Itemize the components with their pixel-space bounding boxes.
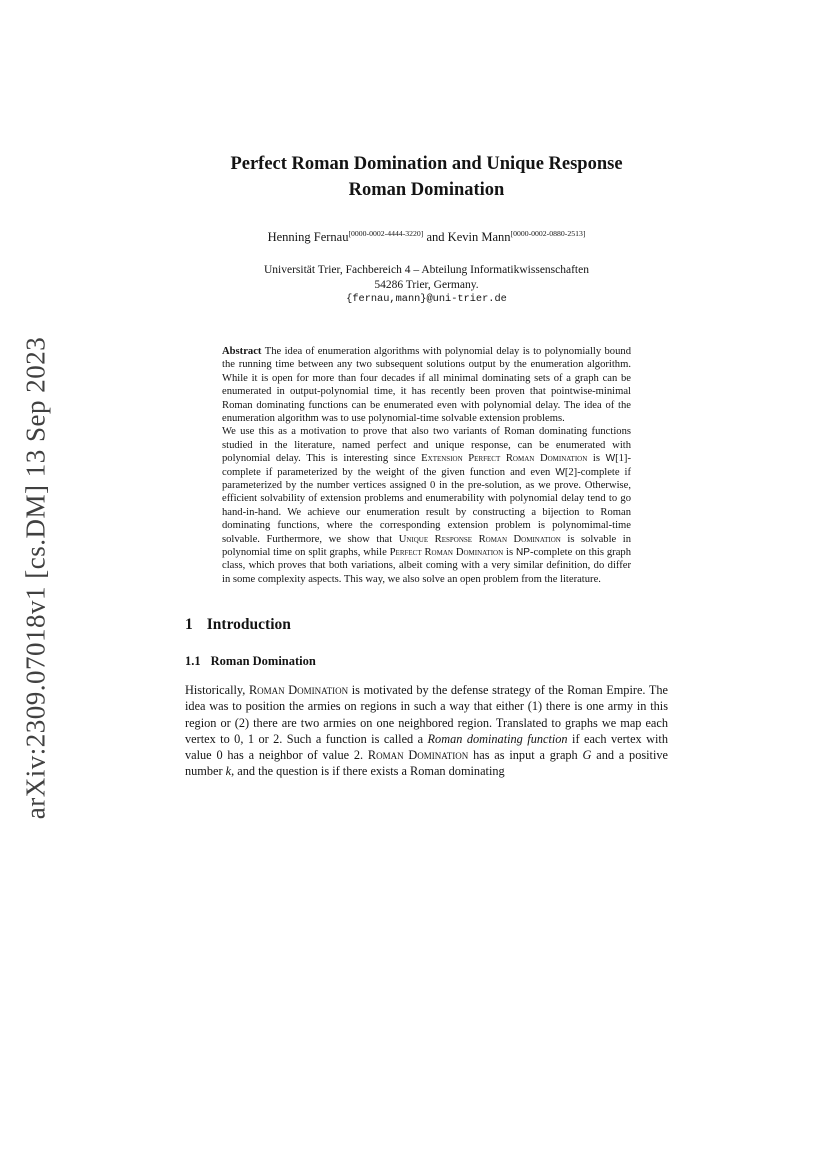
affiliation-block [185,263,668,307]
arxiv-watermark: arXiv:2309.07018v1 [cs.DM] 13 Sep 2023 [20,336,51,820]
subsection-number: 1.1 [185,654,201,669]
paper-title-line-2: Roman Domination [348,179,505,200]
paper-content [185,0,668,779]
section-title: Introduction [206,616,291,634]
subsection-title: Roman Domination [210,654,316,669]
authors-line: Henning Fernau[0000-0002-4444-3220] and Kevin Mann[0000-0002-0880-2513] [267,228,586,245]
abstract-paragraph-2: We use this as a motivation to prove that also two variants of Roman dominating functions studied in the literature, named perfect and unique response, can be enumerated with polynomial delay. This is interesting since Extension Perfect Roman Domination is W[1]-complete if parameterized by the weight of the given function and even W[2]-complete if parameterized by the number vertices assigned 0 in the pre-solution, as we prove. Otherwise, efficient solvability of extension problems and enumerability with polynomial delay tend to go hand-in-hand. We achieve our enumeration result by constructing a bijection to Roman dominating functions, where the corresponding extension problem is polynomimal-time solvable. Furthermore, we show that Unique Response Roman Domination is solvable in polynomial time on split graphs, while Perfect Roman Domination is NP-complete on this graph class, which proves that both variations, albeit coming with a very similar definition, do differ in some complexity aspects. This way, we also solve an open problem from the literature. [222,426,632,585]
affiliation-line-2: 54286 Trier, Germany. [374,279,479,292]
section-number: 1 [185,616,193,634]
paper-title-line-1: Perfect Roman Domination and Unique Response [230,154,623,174]
email-line: {fernau,mann}@uni-trier.de [346,293,507,306]
subsection-heading-roman-domination [185,654,668,669]
abstract-block [222,345,631,586]
affiliation-line-1: Universität Trier, Fachbereich 4 – Abteilung Informatikwissenschaften [264,264,589,277]
abstract-paragraph-1: Abstract The idea of enumeration algorithms with polynomial delay is to polynomially bound the running time between any two subsequent solutions output by the enumeration algorithm. While it is open for more than four decades if all minimal dominating sets of a graph can be enumerated in output-polynomial time, it has recently been proven that pointwise-minimal Roman dominating functions can be enumerated even with polynomial delay. The idea of the enumeration algorithm was to use polynomial-time solvable extension problems. [222,345,631,424]
section-heading-introduction [185,616,668,634]
paper-title [185,152,668,203]
body-paragraph-1: Historically, Roman Domination is motivated by the defense strategy of the Roman Empire. The idea was to position the armies on regions in such a way that either (1) there is one army in this region or (2) there are two armies on one neighbored region. Translated to graphs we map each vertex to 0, 1 or 2. Such a function is called a Roman dominating function if each vertex with value 0 has a neighbor of value 2. Roman Domination has as input a graph G and a positive number k, and the question is if there exists a Roman dominating [185,683,669,779]
